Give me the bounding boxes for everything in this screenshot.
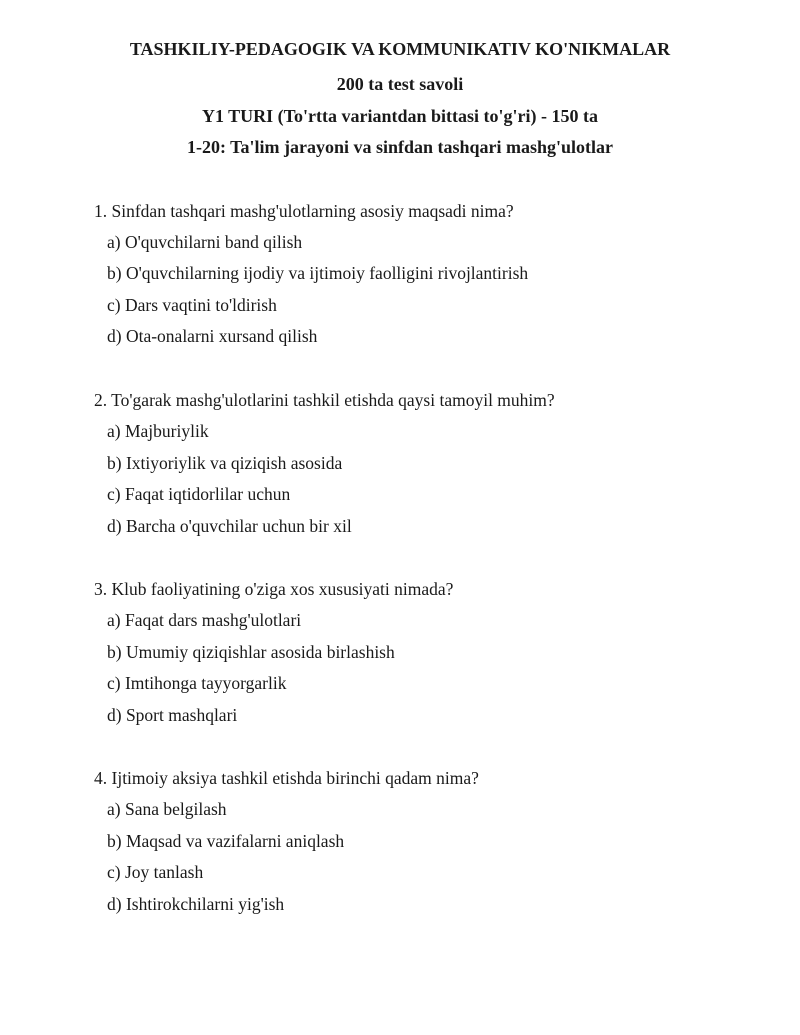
answer-option: b) O'quvchilarning ijodiy va ijtimoiy faolligini rivojlantirish: [107, 263, 529, 283]
answer-option: d) Ishtirokchilarni yig'ish: [107, 894, 285, 914]
question-text: 4. Ijtimoiy aksiya tashkil etishda birinchi qadam nima?: [94, 768, 479, 788]
answer-option: b) Umumiy qiziqishlar asosida birlashish: [107, 642, 395, 662]
document-subtitle: 200 ta test savoli: [336, 74, 464, 94]
question-text: 3. Klub faoliyatining o'ziga xos xususiyati nimada?: [94, 579, 454, 599]
answer-option: a) Sana belgilash: [107, 799, 227, 819]
answer-option: b) Ixtiyoriylik va qiziqish asosida: [107, 453, 343, 473]
answer-option: d) Ota-onalarni xursand qilish: [107, 326, 318, 346]
answer-option: b) Maqsad va vazifalarni aniqlash: [107, 831, 345, 851]
answer-option: c) Imtihonga tayyorgarlik: [107, 673, 287, 693]
answer-option: a) Faqat dars mashg'ulotlari: [107, 610, 302, 630]
document-title: TASHKILIY-PEDAGOGIK VA KOMMUNIKATIV KO'NIKMALAR: [129, 39, 671, 59]
question-text: 2. To'garak mashg'ulotlarini tashkil etishda qaysi tamoyil muhim?: [94, 390, 555, 410]
answer-option: d) Barcha o'quvchilar uchun bir xil: [107, 516, 352, 536]
answer-option: c) Faqat iqtidorlilar uchun: [107, 484, 291, 504]
section-heading: 1-20: Ta'lim jarayoni va sinfdan tashqari mashg'ulotlar: [186, 137, 614, 157]
answer-option: c) Joy tanlash: [107, 862, 204, 882]
question-text: 1. Sinfdan tashqari mashg'ulotlarning asosiy maqsadi nima?: [94, 201, 514, 221]
question-type-line: Y1 TURI (To'rtta variantdan bittasi to'g'ri) - 150 ta: [202, 106, 598, 126]
answer-option: a) Majburiylik: [107, 421, 209, 441]
answer-option: a) O'quvchilarni band qilish: [107, 232, 303, 252]
answer-option: d) Sport mashqlari: [107, 705, 238, 725]
answer-option: c) Dars vaqtini to'ldirish: [107, 295, 277, 315]
